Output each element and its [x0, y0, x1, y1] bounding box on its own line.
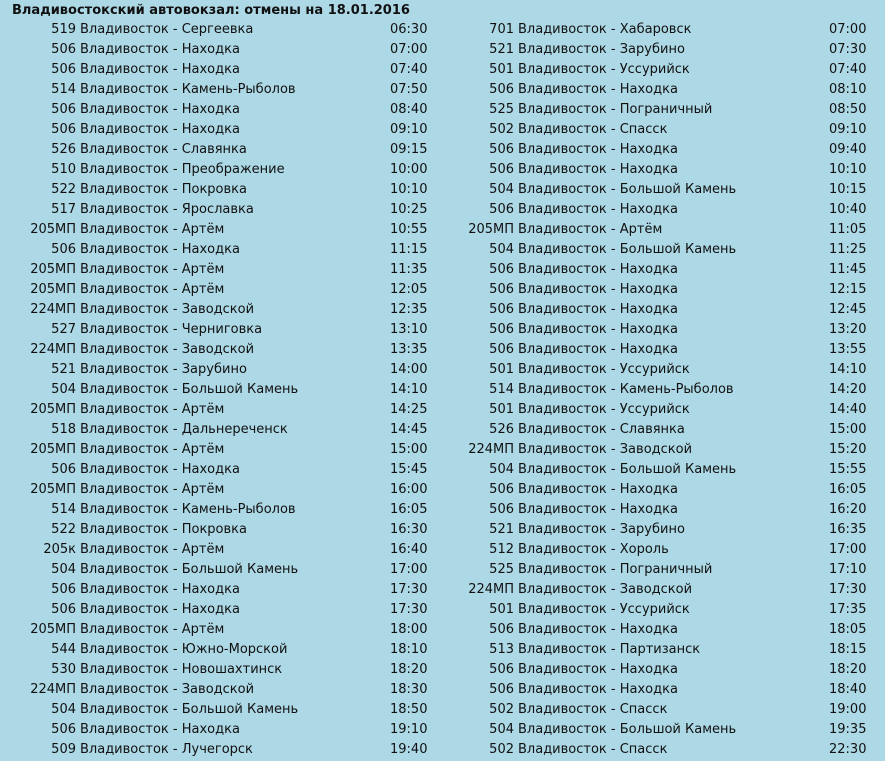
- route-direction: Владивосток - Уссурийск: [518, 602, 690, 617]
- route-number: 514: [489, 382, 514, 397]
- schedule-row: [440, 100, 885, 120]
- route-number: 205МП: [30, 442, 76, 457]
- route-number: 506: [489, 622, 514, 637]
- departure-time: 10:55: [390, 222, 428, 237]
- departure-time: 07:50: [390, 82, 428, 97]
- route-number: 205МП: [30, 482, 76, 497]
- route-number: 205МП: [30, 222, 76, 237]
- route-direction: Владивосток - Находка: [518, 162, 678, 177]
- schedule-row: [440, 480, 885, 500]
- departure-time: 17:00: [829, 542, 867, 557]
- departure-time: 13:35: [390, 342, 428, 357]
- departure-time: 13:20: [829, 322, 867, 337]
- route-number: 502: [489, 742, 514, 757]
- schedule-row: [440, 700, 885, 720]
- schedule-row: [440, 140, 885, 160]
- schedule-row: [0, 520, 440, 540]
- departure-time: 07:30: [829, 42, 867, 57]
- schedule-row: [440, 440, 885, 460]
- schedule-column-left: [0, 20, 440, 760]
- schedule-row: [0, 80, 440, 100]
- route-direction: Владивосток - Черниговка: [80, 322, 263, 337]
- departure-time: 15:45: [390, 462, 428, 477]
- route-number: 504: [489, 242, 514, 257]
- route-direction: Владивосток - Камень-Рыболов: [518, 382, 734, 397]
- route-number: 525: [489, 102, 514, 117]
- route-number: 506: [489, 82, 514, 97]
- route-direction: Владивосток - Славянка: [518, 422, 685, 437]
- route-direction: Владивосток - Заводской: [518, 442, 693, 457]
- schedule-row: [0, 320, 440, 340]
- route-direction: Владивосток - Находка: [518, 622, 678, 637]
- route-direction: Владивосток - Новошахтинск: [80, 662, 283, 677]
- schedule-row: [0, 20, 440, 40]
- route-direction: Владивосток - Большой Камень: [518, 242, 737, 257]
- route-direction: Владивосток - Хороль: [518, 542, 669, 557]
- route-direction: Владивосток - Находка: [518, 262, 678, 277]
- route-direction: Владивосток - Находка: [80, 122, 240, 137]
- route-direction: Владивосток - Артём: [80, 402, 225, 417]
- route-number: 509: [51, 742, 76, 757]
- route-number: 224МП: [468, 582, 514, 597]
- route-direction: Владивосток - Пограничный: [518, 562, 713, 577]
- schedule-row: [440, 300, 885, 320]
- route-number: 506: [51, 462, 76, 477]
- route-direction: Владивосток - Уссурийск: [518, 362, 690, 377]
- schedule-row: [0, 260, 440, 280]
- route-direction: Владивосток - Находка: [80, 462, 240, 477]
- schedule-row: [440, 280, 885, 300]
- departure-time: 14:40: [829, 402, 867, 417]
- route-direction: Владивосток - Славянка: [80, 142, 247, 157]
- route-direction: Владивосток - Покровка: [80, 522, 247, 537]
- departure-time: 16:20: [829, 502, 867, 517]
- schedule-row: [0, 40, 440, 60]
- route-direction: Владивосток - Находка: [80, 62, 240, 77]
- schedule-row: [0, 500, 440, 520]
- route-direction: Владивосток - Находка: [518, 342, 678, 357]
- route-number: 514: [51, 502, 76, 517]
- route-number: 504: [489, 182, 514, 197]
- route-direction: Владивосток - Находка: [80, 582, 240, 597]
- route-direction: Владивосток - Находка: [518, 322, 678, 337]
- route-direction: Владивосток - Уссурийск: [518, 62, 690, 77]
- route-number: 506: [489, 302, 514, 317]
- departure-time: 10:25: [390, 202, 428, 217]
- departure-time: 22:30: [829, 742, 867, 757]
- route-number: 506: [489, 262, 514, 277]
- departure-time: 13:10: [390, 322, 428, 337]
- departure-time: 18:15: [829, 642, 867, 657]
- schedule-row: [0, 560, 440, 580]
- route-direction: Владивосток - Заводской: [80, 342, 255, 357]
- route-number: 205к: [43, 542, 76, 557]
- schedule-row: [0, 640, 440, 660]
- schedule-row: [0, 360, 440, 380]
- route-number: 521: [51, 362, 76, 377]
- departure-time: 12:05: [390, 282, 428, 297]
- departure-time: 15:55: [829, 462, 867, 477]
- schedule-row: [0, 140, 440, 160]
- departure-time: 12:35: [390, 302, 428, 317]
- route-direction: Владивосток - Зарубино: [518, 42, 685, 57]
- route-number: 224МП: [30, 342, 76, 357]
- route-number: 526: [489, 422, 514, 437]
- route-number: 521: [489, 42, 514, 57]
- departure-time: 11:25: [829, 242, 867, 257]
- departure-time: 16:30: [390, 522, 428, 537]
- schedule-row: [440, 660, 885, 680]
- schedule-row: [440, 740, 885, 760]
- route-direction: Владивосток - Находка: [518, 282, 678, 297]
- route-direction: Владивосток - Находка: [518, 82, 678, 97]
- schedule-row: [440, 120, 885, 140]
- schedule-column-right: [440, 20, 885, 760]
- route-direction: Владивосток - Находка: [80, 102, 240, 117]
- route-direction: Владивосток - Артём: [80, 222, 225, 237]
- route-direction: Владивосток - Большой Камень: [518, 722, 737, 737]
- route-number: 504: [51, 702, 76, 717]
- route-direction: Владивосток - Заводской: [80, 682, 255, 697]
- route-direction: Владивосток - Находка: [80, 722, 240, 737]
- schedule-row: [440, 380, 885, 400]
- schedule-row: [440, 200, 885, 220]
- route-direction: Владивосток - Спасск: [518, 702, 668, 717]
- departure-time: 17:00: [390, 562, 428, 577]
- route-direction: Владивосток - Артём: [80, 542, 225, 557]
- route-direction: Владивосток - Артём: [80, 622, 225, 637]
- schedule-row: [0, 120, 440, 140]
- route-number: 504: [51, 382, 76, 397]
- route-number: 501: [489, 602, 514, 617]
- schedule-row: [440, 320, 885, 340]
- route-direction: Владивосток - Находка: [518, 482, 678, 497]
- route-number: 224МП: [30, 682, 76, 697]
- route-number: 205МП: [30, 402, 76, 417]
- departure-time: 08:50: [829, 102, 867, 117]
- route-direction: Владивосток - Большой Камень: [518, 462, 737, 477]
- departure-time: 16:05: [829, 482, 867, 497]
- route-number: 530: [51, 662, 76, 677]
- schedule-row: [440, 680, 885, 700]
- route-number: 506: [489, 282, 514, 297]
- schedule-row: [0, 480, 440, 500]
- route-direction: Владивосток - Артём: [80, 442, 225, 457]
- route-number: 519: [51, 22, 76, 37]
- schedule-row: [440, 520, 885, 540]
- route-direction: Владивосток - Находка: [80, 602, 240, 617]
- route-number: 513: [489, 642, 514, 657]
- schedule-row: [440, 720, 885, 740]
- departure-time: 10:40: [829, 202, 867, 217]
- route-direction: Владивосток - Южно-Морской: [80, 642, 288, 657]
- departure-time: 18:05: [829, 622, 867, 637]
- route-number: 506: [489, 322, 514, 337]
- route-number: 506: [51, 42, 76, 57]
- route-number: 205МП: [30, 622, 76, 637]
- route-direction: Владивосток - Находка: [518, 682, 678, 697]
- route-number: 544: [51, 642, 76, 657]
- route-direction: Владивосток - Сергеевка: [80, 22, 254, 37]
- schedule-row: [0, 380, 440, 400]
- departure-time: 19:00: [829, 702, 867, 717]
- route-direction: Владивосток - Спасск: [518, 122, 668, 137]
- route-direction: Владивосток - Артём: [80, 482, 225, 497]
- departure-time: 07:40: [390, 62, 428, 77]
- schedule-row: [0, 60, 440, 80]
- route-number: 525: [489, 562, 514, 577]
- schedule-row: [440, 600, 885, 620]
- route-number: 514: [51, 82, 76, 97]
- schedule-row: [0, 460, 440, 480]
- route-direction: Владивосток - Уссурийск: [518, 402, 690, 417]
- route-number: 506: [489, 662, 514, 677]
- schedule-row: [0, 440, 440, 460]
- route-direction: Владивосток - Находка: [518, 302, 678, 317]
- route-number: 502: [489, 122, 514, 137]
- schedule-row: [0, 540, 440, 560]
- departure-time: 10:00: [390, 162, 428, 177]
- route-number: 205МП: [30, 262, 76, 277]
- route-direction: Владивосток - Большой Камень: [80, 702, 299, 717]
- route-number: 506: [51, 602, 76, 617]
- schedule-row: [0, 720, 440, 740]
- route-number: 506: [51, 102, 76, 117]
- departure-time: 14:10: [829, 362, 867, 377]
- schedule-row: [440, 80, 885, 100]
- departure-time: 18:30: [390, 682, 428, 697]
- schedule-row: [0, 600, 440, 620]
- schedule-row: [0, 580, 440, 600]
- route-number: 504: [489, 722, 514, 737]
- page-title: Владивостокский автовокзал: отмены на 18.01.2016: [12, 3, 410, 18]
- departure-time: 08:40: [390, 102, 428, 117]
- departure-time: 17:35: [829, 602, 867, 617]
- departure-time: 14:45: [390, 422, 428, 437]
- schedule-row: [0, 700, 440, 720]
- route-direction: Владивосток - Камень-Рыболов: [80, 502, 296, 517]
- route-direction: Владивосток - Ярославка: [80, 202, 254, 217]
- departure-time: 18:10: [390, 642, 428, 657]
- route-direction: Владивосток - Заводской: [80, 302, 255, 317]
- route-number: 224МП: [30, 302, 76, 317]
- schedule-row: [440, 20, 885, 40]
- departure-time: 10:15: [829, 182, 867, 197]
- route-direction: Владивосток - Зарубино: [518, 522, 685, 537]
- route-direction: Владивосток - Находка: [518, 662, 678, 677]
- route-direction: Владивосток - Покровка: [80, 182, 247, 197]
- departure-time: 07:40: [829, 62, 867, 77]
- departure-time: 17:30: [390, 602, 428, 617]
- departure-time: 09:40: [829, 142, 867, 157]
- route-number: 506: [51, 582, 76, 597]
- route-number: 522: [51, 522, 76, 537]
- route-number: 506: [489, 502, 514, 517]
- departure-time: 07:00: [829, 22, 867, 37]
- schedule-row: [0, 100, 440, 120]
- route-direction: Владивосток - Дальнереченск: [80, 422, 288, 437]
- schedule-row: [440, 540, 885, 560]
- route-number: 506: [489, 342, 514, 357]
- departure-time: 19:10: [390, 722, 428, 737]
- schedule-row: [440, 360, 885, 380]
- route-number: 506: [489, 162, 514, 177]
- schedule-row: [0, 280, 440, 300]
- route-direction: Владивосток - Находка: [518, 142, 678, 157]
- route-direction: Владивосток - Камень-Рыболов: [80, 82, 296, 97]
- route-direction: Владивосток - Находка: [80, 242, 240, 257]
- schedule-row: [440, 500, 885, 520]
- departure-time: 09:15: [390, 142, 428, 157]
- route-number: 506: [51, 62, 76, 77]
- route-direction: Владивосток - Партизанск: [518, 642, 701, 657]
- departure-time: 16:35: [829, 522, 867, 537]
- route-number: 517: [51, 202, 76, 217]
- route-direction: Владивосток - Преображение: [80, 162, 285, 177]
- departure-time: 11:15: [390, 242, 428, 257]
- route-number: 526: [51, 142, 76, 157]
- route-number: 506: [489, 142, 514, 157]
- schedule-row: [0, 620, 440, 640]
- departure-time: 07:00: [390, 42, 428, 57]
- departure-time: 17:30: [390, 582, 428, 597]
- schedule-row: [0, 400, 440, 420]
- departure-time: 08:10: [829, 82, 867, 97]
- schedule-row: [0, 420, 440, 440]
- route-number: 205МП: [468, 222, 514, 237]
- schedule-row: [0, 240, 440, 260]
- route-number: 506: [489, 482, 514, 497]
- route-number: 224МП: [468, 442, 514, 457]
- schedule-row: [440, 60, 885, 80]
- route-number: 205МП: [30, 282, 76, 297]
- route-direction: Владивосток - Лучегорск: [80, 742, 253, 757]
- route-number: 501: [489, 402, 514, 417]
- departure-time: 15:20: [829, 442, 867, 457]
- route-number: 512: [489, 542, 514, 557]
- route-number: 504: [489, 462, 514, 477]
- schedule-row: [440, 400, 885, 420]
- route-direction: Владивосток - Пограничный: [518, 102, 713, 117]
- departure-time: 14:10: [390, 382, 428, 397]
- route-number: 506: [51, 122, 76, 137]
- route-number: 506: [489, 202, 514, 217]
- departure-time: 11:35: [390, 262, 428, 277]
- departure-time: 14:20: [829, 382, 867, 397]
- departure-time: 19:40: [390, 742, 428, 757]
- route-number: 501: [489, 62, 514, 77]
- departure-time: 14:00: [390, 362, 428, 377]
- schedule-row: [440, 260, 885, 280]
- departure-time: 09:10: [390, 122, 428, 137]
- route-number: 502: [489, 702, 514, 717]
- departure-time: 16:05: [390, 502, 428, 517]
- schedule-row: [0, 220, 440, 240]
- route-direction: Владивосток - Находка: [80, 42, 240, 57]
- schedule-row: [440, 340, 885, 360]
- departure-time: 17:10: [829, 562, 867, 577]
- departure-time: 10:10: [390, 182, 428, 197]
- route-number: 518: [51, 422, 76, 437]
- schedule-row: [440, 640, 885, 660]
- route-direction: Владивосток - Большой Камень: [80, 562, 299, 577]
- departure-time: 18:50: [390, 702, 428, 717]
- schedule-row: [440, 620, 885, 640]
- route-number: 522: [51, 182, 76, 197]
- schedule-row: [0, 340, 440, 360]
- schedule-row: [440, 180, 885, 200]
- schedule-row: [440, 580, 885, 600]
- departure-time: 19:35: [829, 722, 867, 737]
- route-number: 501: [489, 362, 514, 377]
- schedule-row: [440, 560, 885, 580]
- departure-time: 14:25: [390, 402, 428, 417]
- departure-time: 06:30: [390, 22, 428, 37]
- schedule-row: [0, 740, 440, 760]
- schedule-row: [440, 460, 885, 480]
- route-direction: Владивосток - Зарубино: [80, 362, 247, 377]
- departure-time: 18:40: [829, 682, 867, 697]
- departure-time: 15:00: [829, 422, 867, 437]
- departure-time: 10:10: [829, 162, 867, 177]
- route-direction: Владивосток - Артём: [80, 262, 225, 277]
- route-direction: Владивосток - Артём: [80, 282, 225, 297]
- route-direction: Владивосток - Находка: [518, 202, 678, 217]
- departure-time: 11:05: [829, 222, 867, 237]
- route-number: 521: [489, 522, 514, 537]
- departure-time: 18:20: [829, 662, 867, 677]
- route-number: 506: [51, 242, 76, 257]
- departure-time: 18:20: [390, 662, 428, 677]
- route-number: 506: [489, 682, 514, 697]
- route-direction: Владивосток - Хабаровск: [518, 22, 692, 37]
- departure-time: 16:40: [390, 542, 428, 557]
- route-direction: Владивосток - Заводской: [518, 582, 693, 597]
- departure-time: 13:55: [829, 342, 867, 357]
- schedule-row: [0, 680, 440, 700]
- route-direction: Владивосток - Артём: [518, 222, 663, 237]
- schedule-row: [440, 160, 885, 180]
- departure-time: 17:30: [829, 582, 867, 597]
- departure-time: 16:00: [390, 482, 428, 497]
- route-number: 510: [51, 162, 76, 177]
- schedule-row: [0, 160, 440, 180]
- schedule-row: [440, 40, 885, 60]
- route-direction: Владивосток - Находка: [518, 502, 678, 517]
- schedule-row: [0, 660, 440, 680]
- schedule-row: [0, 180, 440, 200]
- route-direction: Владивосток - Спасск: [518, 742, 668, 757]
- departure-time: 18:00: [390, 622, 428, 637]
- route-number: 506: [51, 722, 76, 737]
- departure-time: 09:10: [829, 122, 867, 137]
- route-direction: Владивосток - Большой Камень: [80, 382, 299, 397]
- departure-time: 12:45: [829, 302, 867, 317]
- route-direction: Владивосток - Большой Камень: [518, 182, 737, 197]
- schedule-row: [0, 200, 440, 220]
- route-number: 527: [51, 322, 76, 337]
- departure-time: 11:45: [829, 262, 867, 277]
- route-number: 504: [51, 562, 76, 577]
- departure-time: 15:00: [390, 442, 428, 457]
- departure-time: 12:15: [829, 282, 867, 297]
- schedule-row: [440, 240, 885, 260]
- route-number: 701: [489, 22, 514, 37]
- schedule-row: [440, 420, 885, 440]
- schedule-row: [440, 220, 885, 240]
- schedule-row: [0, 300, 440, 320]
